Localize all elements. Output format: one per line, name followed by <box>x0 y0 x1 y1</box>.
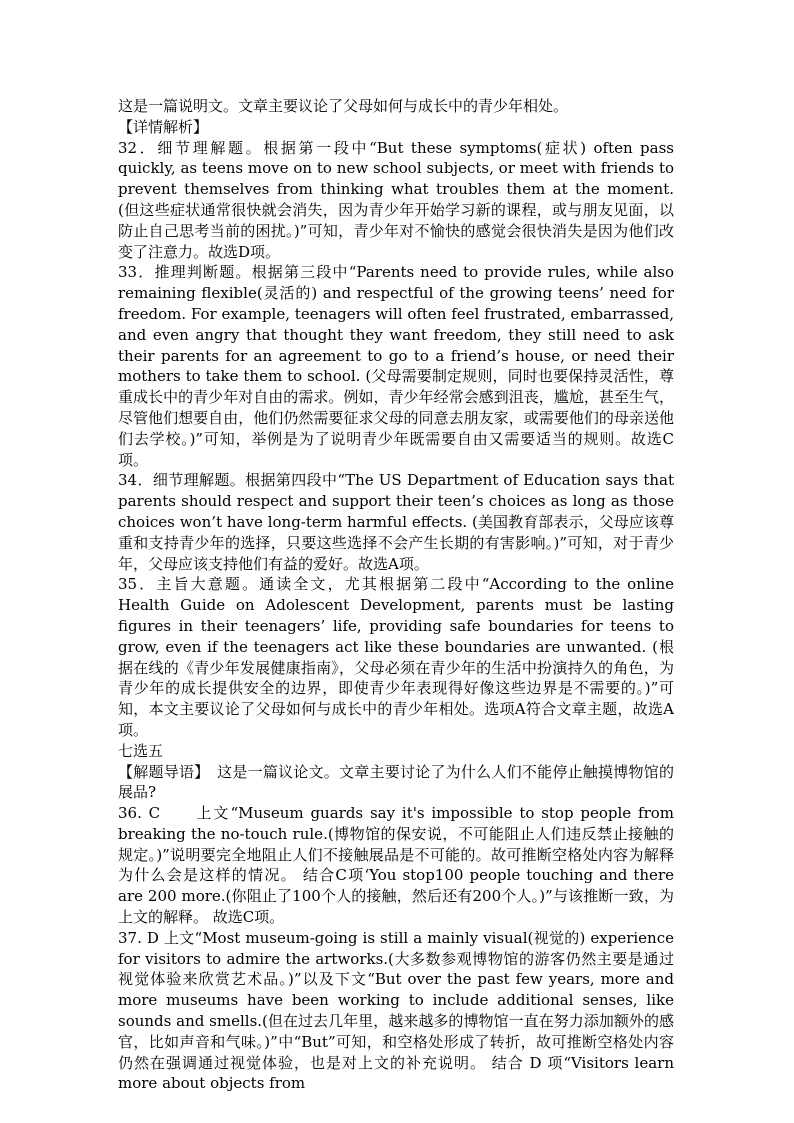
answer-35: 35．主旨大意题。通读全文，尤其根据第二段中“According to the online Health Guide on Adolescent Development, parents must be lasting figures in their teenagers’ life, providing safe boundaries for teens to grow, even if the teenagers act like these boundaries are unwanted. (根据在线的《青少年发展健康指南》，父母必须在青少年的生活中扮演持久的角色，为青少年的成长提供安全的边界，即使青少年表现得好像这些边界是不需要的。)”可知，本文主要议论了父母如何与成长中的青少年相处。选项A符合文章主题，故选A项。 <box>118 575 674 739</box>
document-page <box>118 96 674 1094</box>
answer-34: 34．细节理解题。根据第四段中“The US Department of Education says that parents should respect and support their teen’s choices as long as those choices won’t have long-term harmful effects. (美国教育部表示，父母应该尊重和支持青少年的选择，只要这些选择不会产生长期的有害影响。)”可知，对于青少年，父母应该支持他们有益的爱好。故选A项。 <box>118 471 674 573</box>
section-heading-analysis: 【详情解析】 <box>118 117 209 136</box>
summary-paragraph: 这是一篇说明文。文章主要议论了父母如何与成长中的青少年相处。 <box>118 97 569 115</box>
intro-guide: 【解题导语】 这是一篇议论文。文章主要讨论了为什么人们不能停止触摸博物馆的展品? <box>118 762 674 802</box>
answer-33: 33．推理判断题。根据第三段中“Parents need to provide rules, while also remaining flexible(灵活的) and respectful of the growing teens’ need for freedom. For example, teenagers will often feel frustrated, embarrassed, and even angry that thought they want freedom, they still need to ask their parents for an agreement to go to a friend’s house, or need their mothers to take them to school. (父母需要制定规则，同时也要保持灵活性，尊重成长中的青少年对自由的需求。例如，青少年经常会感到沮丧，尴尬，甚至生气，尽管他们想要自由，他们仍然需要征求父母的同意去朋友家，或需要他们的母亲送他们去学校。)”可知，举例是为了说明青少年既需要自由又需要适当的规则。故选C项。 <box>118 263 674 469</box>
answer-36: 36. C 上文“Museum guards say it's impossible to stop people from breaking the no-touch rule.(博物馆的保安说，不可能阻止人们违反禁止接触的规定。)”说明要完全地阻止人们不接触展品是不可能的。故可推断空格处内容为解释为什么会是这样的情况。 结合C项‘You stop100 people touching and there are 200 more.(你阻止了100个人的接触，然后还有200个人。)”与该推断一致，为上文的解释。 故选C项。 <box>118 804 674 927</box>
answer-37: 37. D 上文“Most museum-going is still a mainly visual(视觉的) experience for visitors to admire the artworks.(大多数参观博物馆的游客仍然主要是通过视觉体验来欣赏艺术品。)”以及下文“But over the past few years, more and more museums have been working to include additional senses, like sounds and smells.(但在过去几年里，越来越多的博物馆一直在努力添加额外的感官，比如声音和气味。)”中“But”可知，和空格处形成了转折，故可推断空格处内容仍然在强调通过视觉体验，也是对上文的补充说明。 结合 D 项“Visitors learn more about objects from <box>118 928 674 1093</box>
answer-32: 32．细节理解题。根据第一段中“But these symptoms(症状) often pass quickly, as teens move on to new school subjects, or meet with friends to prevent themselves from thinking what troubles them at the moment. (但这些症状通常很快就会消失，因为青少年开始学习新的课程，或与朋友见面，以防止自己思考当前的困扰。)”可知，青少年对不愉快的感觉会很快消失是因为他们改变了注意力。故选D项。 <box>118 138 674 261</box>
section-heading-seven-choose-five: 七选五 <box>118 741 164 760</box>
